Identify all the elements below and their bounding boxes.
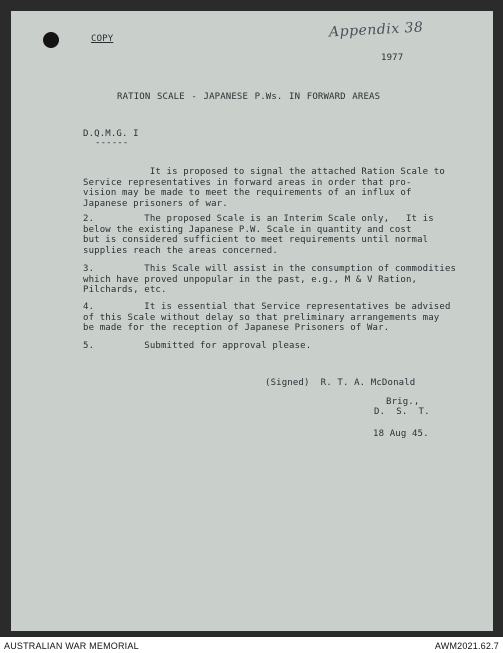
handwritten-note: Appendix 38 — [328, 19, 424, 41]
appointment: D. S. T. — [374, 407, 430, 417]
footer-accession-number: AWM2021.62.7 — [434, 641, 499, 651]
copy-mark: COPY — [91, 34, 114, 44]
paragraph-3: 3. This Scale will assist in the consumption of commodities which have proved unpopular in the past, e.g., M & V Ration, Pilchards, etc. — [83, 264, 457, 295]
document-title: RATION SCALE - JAPANESE P.Ws. IN FORWARD AREAS — [117, 92, 381, 102]
punch-hole — [43, 32, 59, 48]
paragraph-4: 4. It is essential that Service representatives be advised of this Scale without delay so that preliminary arrangements may be made for the reception of Japanese Prisoners of War. — [83, 302, 451, 333]
footer-institution: AUSTRALIAN WAR MEMORIAL — [4, 641, 139, 651]
addressee: D.Q.M.G. I — [83, 129, 139, 139]
document-page — [11, 11, 493, 631]
paragraph-2: 2. The proposed Scale is an Interim Scale only, It is below the existing Japanese P.W. Scale in quantity and cost but is considered sufficient to meet requirements until normal supplies reach the areas concerned. — [83, 214, 434, 256]
document-number: 1977 — [381, 53, 404, 63]
paragraph-1: It is proposed to signal the attached Ration Scale to Service representatives in forward areas in order that pro- vision may be made to meet the requirements of an influx of Japanese prisoners of war. — [83, 167, 445, 209]
addressee-underline: ------ — [95, 138, 129, 148]
signature: (Signed) R. T. A. McDonald — [265, 378, 416, 388]
rank: Brig., — [386, 397, 420, 407]
paragraph-5: 5. Submitted for approval please. — [83, 341, 312, 351]
document-date: 18 Aug 45. — [373, 429, 429, 439]
